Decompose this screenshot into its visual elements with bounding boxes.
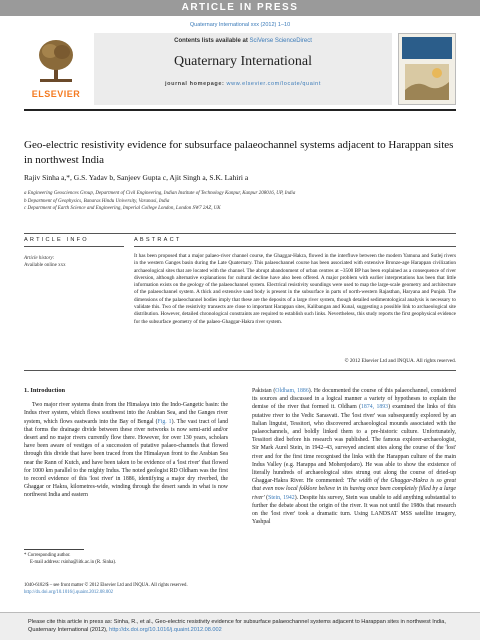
journal-title: Quaternary International bbox=[174, 54, 312, 69]
article-authors[interactable]: Rajiv Sinha a,*, G.S. Yadav b, Sanjeev Gupta c, Ajit Singh a, S.K. Lahiri a bbox=[24, 173, 249, 182]
homepage-line bbox=[94, 81, 392, 87]
masthead-center bbox=[94, 33, 392, 105]
info-rule-top bbox=[24, 233, 456, 234]
doi-link[interactable]: http://dx.doi.org/10.1016/j.quaint.2012.08.002 bbox=[24, 589, 114, 595]
cite-prefix: Please cite this article in press as: Sinha, R., et al., Geo-electric resistivity evidence for subsurface palaeochannel systems adjacent to Harappan sites in northwest India, Quaternary International (2012), bbox=[28, 619, 446, 633]
abstract-rule-bottom bbox=[24, 370, 456, 371]
article-in-press-banner: ARTICLE IN PRESS bbox=[0, 0, 480, 16]
contents-prefix: Contents lists available at bbox=[174, 38, 250, 44]
abstract-heading: ABSTRACT bbox=[134, 237, 182, 243]
intro-paragraph bbox=[24, 401, 228, 499]
cite-oldham-1874-1893[interactable]: 1874, 1893 bbox=[361, 404, 389, 411]
masthead-rule bbox=[24, 109, 456, 111]
corresponding-author-footnote bbox=[24, 553, 228, 566]
cite-stein-1942[interactable]: Stein, 1942 bbox=[268, 494, 295, 501]
stein-quote: 'The width of the Ghaggar-Hakra is so great that even now local folklore believe in its having once been completely filled by a large river' bbox=[252, 478, 456, 501]
intro-text-a: Two major river systems drain from the Himalaya into the Indo-Gangetic basin: the Indus river system, which flows southwest into the Arabian Sea, and the Ganges river system, which flows eastwards into the Bay of Bengal ( bbox=[24, 402, 228, 425]
cite-oldham-1886[interactable]: Oldham, 1886 bbox=[275, 388, 309, 394]
right-text-b: ). He documented the course of this palaeochannel, considered its sources and discussed in a logical manner a variety of hypotheses to explain the demise of the river that formed it. Oldham ( bbox=[252, 388, 456, 411]
cover-header bbox=[402, 37, 452, 59]
info-rule-left bbox=[24, 246, 124, 247]
publisher-logo[interactable] bbox=[24, 33, 88, 105]
citation-box bbox=[0, 612, 480, 640]
history-label: Article history: bbox=[24, 256, 55, 261]
cite-doi-link[interactable]: http://dx.doi.org/10.1016/j.quaint.2012.08.002 bbox=[109, 627, 222, 633]
right-text-e: ). Despite his survey, Stein was unable to add anything substantial to further the debate about the origin of the river. It was not until the 1980s that research on the 'lost river' took a dramatic turn. Using LANDSAT MSS satellite imagery, Yashpal bbox=[252, 494, 456, 526]
history-value: Available online xxx bbox=[24, 263, 66, 268]
intro-text-b: ). The vast tract of land that forms the drainage divide between these river networks is now semi-arid and/or desert and no major rivers currently flow there. However, for over 130 years, scholars have been aware of vestiges of a succession of putative palaeo-channels that flowed through this divide that have been traced from the Himalayan front to the Arabian Sea near the Rann of Kutch, and have been taken to be evidence of a 'lost river' that flowed for 1000 km parallel to the mighty Indus. The noted geologist RD Oldham was the first to record evidence of this 'lost river' in 1886, identifying a major dry riverbed, the Ghaggar or Hakra, kilometres-wide, winding through the desert sands in what is now northwest India and eastern bbox=[24, 418, 229, 499]
affiliation-c: c Department of Earth Science and Engineering, Imperial College London, London SW7 2AZ, UK bbox=[24, 206, 221, 211]
affiliations bbox=[24, 190, 456, 213]
left-column bbox=[24, 387, 229, 500]
affiliation-a: a Engineering Geosciences Group, Department of Civil Engineering, Indian Institute of Technology Kanpur, Kanpur 208016, UP, India bbox=[24, 191, 296, 196]
contents-line bbox=[94, 38, 392, 44]
affiliation-b: b Department of Geophysics, Banaras Hindu University, Varanasi, India bbox=[24, 198, 170, 204]
article-title: Geo-electric resistivity evidence for subsurface palaeochannel systems adjacent to Harappan sites in northwest India bbox=[24, 139, 454, 166]
abstract-copyright: © 2012 Elsevier Ltd and INQUA. All rights reserved. bbox=[344, 358, 456, 364]
footnote-corresponding: * Corresponding author. bbox=[24, 553, 71, 558]
right-text-d: ( bbox=[264, 494, 269, 501]
homepage-link[interactable]: www.elsevier.com/locate/quaint bbox=[226, 81, 321, 87]
fig1-link[interactable]: Fig. 1 bbox=[157, 418, 172, 425]
right-text-a: Pakistan ( bbox=[252, 388, 276, 394]
journal-reference[interactable]: Quaternary International xxx (2012) 1–10 bbox=[189, 22, 291, 28]
elsevier-tree-icon bbox=[36, 37, 76, 83]
footnote-email[interactable]: E-mail address: rsinha@iitk.ac.in (R. Sinha). bbox=[30, 559, 117, 565]
journal-masthead bbox=[24, 33, 456, 113]
section-heading-introduction: 1. Introduction bbox=[24, 387, 66, 394]
abstract-text: It has been proposed that a major palaeo-river channel course, the Ghaggar-Hakra, flowed in the interfluve between the modern Yamuna and Sutlej rivers in the western Ganges basin during the Late Quaternary. This palaeochannel course has been associated with extensive Bronze-age Harappan civilization archaeological sites that are located with the channel. The abrupt abandonment of urban centres at ~3500 BP has been explained as a consequence of river diversion, although alternative explanations for cultural decline have also been offered. A major problem with earlier interpretations has been that little information exists on the geology of the palaeochannel system. Electrical resistivity soundings were used to map the large-scale geometry and architecture of the palaeochannel system. A thick and extensive sand body is present in the subsurface in parts of north-western Rajasthan, Haryana and Punjab. The dimensions of the palaeochannel bodies imply that these are the deposits of a large river system, though detailed sedimentological analysis is necessary to validate this. Two of the resistivity transects are close to important Harappan sites, Kalibangan and Kunal, suggesting a possible link to archaeological site distribution. However, detailed chronological constraints are required to establish such links. Nevertheless, this study reports the first geophysical evidence for the subsurface geometry of the palaeo-Ghaggar-Hakra river system. bbox=[134, 253, 456, 325]
article-history bbox=[24, 255, 114, 269]
footnote-rule bbox=[24, 549, 84, 550]
article-info-heading: ARTICLE INFO bbox=[24, 237, 89, 243]
right-column bbox=[252, 387, 456, 526]
right-paragraph bbox=[252, 387, 456, 526]
sciencedirect-link[interactable]: SciVerse ScienceDirect bbox=[249, 38, 312, 44]
right-text-c: ) examined the links of this putative river to the Vedic Sarasvati. The 'lost river' was subsequently explored by an Italian linguist, Tessitori, who discovered archaeological mounds associated with the palaeochannels, and boldly linked them to a pre-historic culture. Unfortunately, Tessitori died before his research was published. The famous explorer-archaeologist, Sir Mark Aurel Stein, in 1942–43, surveyed ancient sites along the course of the 'lost' river and for the first time recognised the links with the Harappan culture of the main Indus Valley (e.g. Harappa and Mohenjodaro). He was able to show the existence of literally hundreds of archaeological sites strung out along the course of dried-up Ghaggar-Hakra River. He commented: bbox=[252, 404, 456, 485]
cover-image bbox=[405, 64, 449, 100]
issn-block bbox=[24, 583, 254, 596]
abstract-rule bbox=[134, 246, 456, 247]
journal-cover-thumbnail[interactable] bbox=[398, 33, 456, 105]
publisher-logo-text: ELSEVIER bbox=[31, 89, 81, 99]
homepage-prefix: journal homepage: bbox=[165, 81, 227, 87]
issn-line: 1040-6182/$ – see front matter © 2012 Elsevier Ltd and INQUA. All rights reserved. bbox=[24, 583, 188, 588]
